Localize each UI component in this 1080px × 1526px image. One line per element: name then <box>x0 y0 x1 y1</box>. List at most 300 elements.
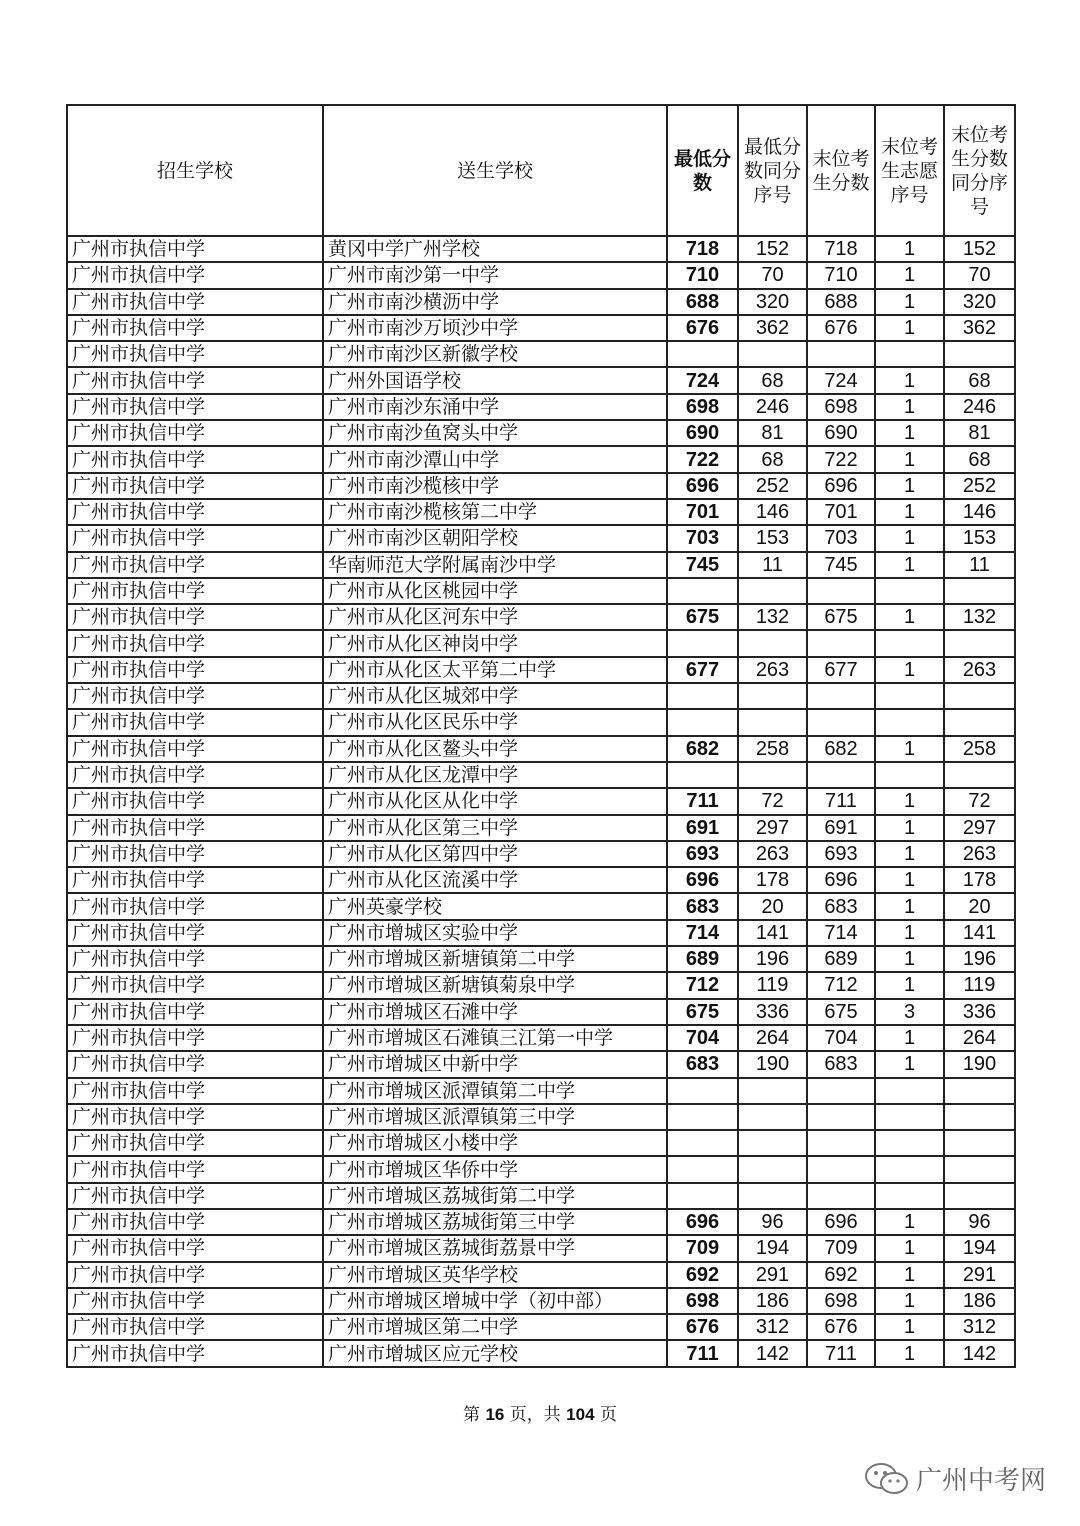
cell-last-student-choice-rank: 1 <box>875 525 944 551</box>
cell-sending-school: 广州市增城区中新中学 <box>323 1051 667 1077</box>
cell-last-student-score: 711 <box>807 788 875 814</box>
cell-sending-school: 广州市增城区新塘镇第二中学 <box>323 946 667 972</box>
cell-last-student-score: 689 <box>807 946 875 972</box>
table-row <box>67 394 1015 420</box>
cell-min-score-tie-rank: 70 <box>738 262 807 288</box>
cell-min-score: 689 <box>667 946 738 972</box>
table-row <box>67 1235 1015 1261</box>
cell-min-score: 701 <box>667 499 738 525</box>
cell-min-score-tie-rank: 119 <box>738 972 807 998</box>
footer-suffix: 页 <box>594 1405 617 1425</box>
table-row <box>67 893 1015 919</box>
cell-last-student-tie-rank: 258 <box>944 736 1015 762</box>
cell-admitting-school: 广州市执信中学 <box>67 499 323 525</box>
cell-last-student-choice-rank <box>875 762 944 788</box>
cell-last-student-score: 676 <box>807 315 875 341</box>
cell-min-score: 724 <box>667 367 738 393</box>
cell-admitting-school: 广州市执信中学 <box>67 1183 323 1209</box>
cell-last-student-tie-rank: 312 <box>944 1314 1015 1340</box>
cell-last-student-score: 724 <box>807 367 875 393</box>
cell-last-student-score <box>807 578 875 604</box>
cell-sending-school: 广州市从化区城郊中学 <box>323 683 667 709</box>
cell-min-score-tie-rank: 312 <box>738 1314 807 1340</box>
cell-last-student-tie-rank: 362 <box>944 315 1015 341</box>
table-row <box>67 262 1015 288</box>
table-row <box>67 1340 1015 1366</box>
wechat-icon <box>864 1462 910 1496</box>
table-row <box>67 657 1015 683</box>
cell-admitting-school: 广州市执信中学 <box>67 972 323 998</box>
cell-min-score-tie-rank: 81 <box>738 420 807 446</box>
cell-sending-school: 广州市从化区民乐中学 <box>323 709 667 735</box>
cell-last-student-score: 714 <box>807 920 875 946</box>
cell-last-student-score: 677 <box>807 657 875 683</box>
cell-admitting-school: 广州市执信中学 <box>67 788 323 814</box>
cell-last-student-tie-rank: 252 <box>944 473 1015 499</box>
cell-admitting-school: 广州市执信中学 <box>67 473 323 499</box>
table-row <box>67 1183 1015 1209</box>
cell-sending-school: 广州市从化区神岗中学 <box>323 630 667 656</box>
cell-last-student-choice-rank: 1 <box>875 473 944 499</box>
cell-min-score-tie-rank: 291 <box>738 1262 807 1288</box>
cell-last-student-choice-rank <box>875 341 944 367</box>
cell-last-student-choice-rank: 1 <box>875 1314 944 1340</box>
total-pages: 104 <box>566 1405 595 1424</box>
cell-min-score-tie-rank <box>738 630 807 656</box>
cell-sending-school: 广州市从化区第四中学 <box>323 841 667 867</box>
cell-last-student-choice-rank <box>875 1183 944 1209</box>
cell-last-student-score: 696 <box>807 473 875 499</box>
cell-last-student-score: 703 <box>807 525 875 551</box>
cell-min-score-tie-rank: 263 <box>738 841 807 867</box>
cell-last-student-score: 710 <box>807 262 875 288</box>
cell-last-student-tie-rank: 190 <box>944 1051 1015 1077</box>
cell-admitting-school: 广州市执信中学 <box>67 1078 323 1104</box>
cell-admitting-school: 广州市执信中学 <box>67 709 323 735</box>
cell-min-score: 722 <box>667 446 738 472</box>
cell-last-student-tie-rank: 186 <box>944 1288 1015 1314</box>
cell-last-student-tie-rank: 263 <box>944 657 1015 683</box>
cell-last-student-choice-rank <box>875 1104 944 1130</box>
cell-admitting-school: 广州市执信中学 <box>67 1130 323 1156</box>
cell-last-student-tie-rank: 246 <box>944 394 1015 420</box>
cell-last-student-tie-rank: 96 <box>944 1209 1015 1235</box>
cell-last-student-score: 675 <box>807 999 875 1025</box>
cell-min-score-tie-rank <box>738 1104 807 1130</box>
cell-last-student-choice-rank <box>875 1130 944 1156</box>
cell-min-score: 698 <box>667 394 738 420</box>
cell-min-score <box>667 1156 738 1182</box>
cell-min-score: 714 <box>667 920 738 946</box>
cell-min-score-tie-rank <box>738 1156 807 1182</box>
cell-min-score-tie-rank: 153 <box>738 525 807 551</box>
cell-last-student-tie-rank: 194 <box>944 1235 1015 1261</box>
cell-admitting-school: 广州市执信中学 <box>67 1156 323 1182</box>
cell-sending-school: 广州市从化区龙潭中学 <box>323 762 667 788</box>
cell-sending-school: 华南师范大学附属南沙中学 <box>323 552 667 578</box>
cell-min-score-tie-rank <box>738 578 807 604</box>
cell-min-score: 683 <box>667 1051 738 1077</box>
table-row <box>67 315 1015 341</box>
cell-last-student-score: 683 <box>807 893 875 919</box>
cell-min-score: 690 <box>667 420 738 446</box>
cell-last-student-tie-rank <box>944 709 1015 735</box>
watermark <box>864 1460 1046 1497</box>
cell-last-student-choice-rank <box>875 578 944 604</box>
cell-last-student-choice-rank: 1 <box>875 1262 944 1288</box>
cell-last-student-score: 704 <box>807 1025 875 1051</box>
table-row <box>67 552 1015 578</box>
cell-last-student-choice-rank: 1 <box>875 1051 944 1077</box>
cell-last-student-score: 709 <box>807 1235 875 1261</box>
cell-min-score-tie-rank: 190 <box>738 1051 807 1077</box>
table-row <box>67 1288 1015 1314</box>
cell-admitting-school: 广州市执信中学 <box>67 1104 323 1130</box>
cell-admitting-school: 广州市执信中学 <box>67 367 323 393</box>
cell-min-score <box>667 1104 738 1130</box>
footer-prefix: 第 <box>463 1405 486 1425</box>
cell-sending-school: 广州市增城区英华学校 <box>323 1262 667 1288</box>
cell-admitting-school: 广州市执信中学 <box>67 1314 323 1340</box>
cell-last-student-choice-rank: 3 <box>875 999 944 1025</box>
cell-sending-school: 广州市增城区派潭镇第三中学 <box>323 1104 667 1130</box>
cell-sending-school: 广州市增城区荔城街第三中学 <box>323 1209 667 1235</box>
cell-min-score <box>667 1078 738 1104</box>
cell-last-student-score <box>807 1130 875 1156</box>
table-row <box>67 1130 1015 1156</box>
cell-last-student-score: 712 <box>807 972 875 998</box>
cell-sending-school: 广州市增城区荔城街荔景中学 <box>323 1235 667 1261</box>
cell-min-score: 675 <box>667 604 738 630</box>
cell-last-student-score: 745 <box>807 552 875 578</box>
cell-last-student-score: 693 <box>807 841 875 867</box>
cell-last-student-score: 691 <box>807 815 875 841</box>
cell-min-score <box>667 1130 738 1156</box>
table-row <box>67 499 1015 525</box>
cell-last-student-tie-rank <box>944 1183 1015 1209</box>
table-row <box>67 788 1015 814</box>
cell-min-score: 683 <box>667 893 738 919</box>
cell-last-student-tie-rank: 142 <box>944 1340 1015 1366</box>
cell-last-student-choice-rank: 1 <box>875 1340 944 1366</box>
cell-last-student-choice-rank: 1 <box>875 262 944 288</box>
cell-last-student-score: 688 <box>807 289 875 315</box>
table-row <box>67 630 1015 656</box>
cell-sending-school: 广州市增城区实验中学 <box>323 920 667 946</box>
cell-min-score-tie-rank: 72 <box>738 788 807 814</box>
table-row <box>67 1209 1015 1235</box>
cell-last-student-score: 683 <box>807 1051 875 1077</box>
cell-sending-school: 广州市从化区河东中学 <box>323 604 667 630</box>
cell-min-score-tie-rank: 336 <box>738 999 807 1025</box>
table-row <box>67 841 1015 867</box>
header-min-score-tie-rank: 最低分数同分序号 <box>738 105 807 236</box>
watermark-text: 广州中考网 <box>915 1466 1046 1496</box>
cell-sending-school: 广州市增城区派潭镇第二中学 <box>323 1078 667 1104</box>
cell-min-score-tie-rank: 297 <box>738 815 807 841</box>
cell-admitting-school: 广州市执信中学 <box>67 604 323 630</box>
cell-last-student-score: 690 <box>807 420 875 446</box>
cell-min-score: 703 <box>667 525 738 551</box>
cell-last-student-score <box>807 1078 875 1104</box>
table-row <box>67 683 1015 709</box>
table-row <box>67 1025 1015 1051</box>
cell-min-score-tie-rank: 362 <box>738 315 807 341</box>
cell-admitting-school: 广州市执信中学 <box>67 1288 323 1314</box>
cell-admitting-school: 广州市执信中学 <box>67 1235 323 1261</box>
cell-last-student-tie-rank: 336 <box>944 999 1015 1025</box>
cell-last-student-tie-rank <box>944 578 1015 604</box>
cell-admitting-school: 广州市执信中学 <box>67 236 323 262</box>
cell-sending-school: 广州市从化区流溪中学 <box>323 867 667 893</box>
cell-last-student-score <box>807 1183 875 1209</box>
cell-admitting-school: 广州市执信中学 <box>67 552 323 578</box>
cell-sending-school: 广州市增城区新塘镇菊泉中学 <box>323 972 667 998</box>
cell-min-score: 709 <box>667 1235 738 1261</box>
cell-last-student-choice-rank: 1 <box>875 1025 944 1051</box>
table-row <box>67 341 1015 367</box>
cell-sending-school: 广州市南沙榄核第二中学 <box>323 499 667 525</box>
cell-min-score: 677 <box>667 657 738 683</box>
cell-admitting-school: 广州市执信中学 <box>67 1262 323 1288</box>
cell-min-score-tie-rank <box>738 1130 807 1156</box>
table-row <box>67 920 1015 946</box>
table-row <box>67 972 1015 998</box>
header-row <box>67 105 1015 236</box>
header-last-student-choice-rank: 末位考生志愿序号 <box>875 105 944 236</box>
cell-last-student-score <box>807 1156 875 1182</box>
cell-last-student-choice-rank: 1 <box>875 446 944 472</box>
cell-min-score: 682 <box>667 736 738 762</box>
cell-last-student-score <box>807 1104 875 1130</box>
cell-min-score <box>667 341 738 367</box>
cell-last-student-choice-rank: 1 <box>875 972 944 998</box>
cell-last-student-score <box>807 762 875 788</box>
cell-min-score: 712 <box>667 972 738 998</box>
cell-sending-school: 广州市增城区石滩中学 <box>323 999 667 1025</box>
table-row <box>67 1314 1015 1340</box>
cell-sending-school: 广州市南沙横沥中学 <box>323 289 667 315</box>
table-row <box>67 1104 1015 1130</box>
cell-last-student-choice-rank: 1 <box>875 1235 944 1261</box>
table-row <box>67 762 1015 788</box>
table-row <box>67 420 1015 446</box>
cell-last-student-tie-rank: 291 <box>944 1262 1015 1288</box>
cell-min-score-tie-rank: 68 <box>738 367 807 393</box>
cell-admitting-school: 广州市执信中学 <box>67 893 323 919</box>
cell-admitting-school: 广州市执信中学 <box>67 578 323 604</box>
cell-last-student-choice-rank: 1 <box>875 552 944 578</box>
cell-min-score-tie-rank: 132 <box>738 604 807 630</box>
cell-last-student-choice-rank: 1 <box>875 657 944 683</box>
cell-sending-school: 广州市增城区石滩镇三江第一中学 <box>323 1025 667 1051</box>
cell-min-score <box>667 762 738 788</box>
cell-min-score: 718 <box>667 236 738 262</box>
cell-min-score-tie-rank <box>738 683 807 709</box>
cell-admitting-school: 广州市执信中学 <box>67 999 323 1025</box>
cell-min-score-tie-rank: 152 <box>738 236 807 262</box>
cell-last-student-tie-rank: 263 <box>944 841 1015 867</box>
cell-sending-school: 广州市南沙区朝阳学校 <box>323 525 667 551</box>
cell-min-score-tie-rank: 178 <box>738 867 807 893</box>
table-row <box>67 736 1015 762</box>
cell-admitting-school: 广州市执信中学 <box>67 315 323 341</box>
cell-min-score-tie-rank: 142 <box>738 1340 807 1366</box>
cell-admitting-school: 广州市执信中学 <box>67 683 323 709</box>
cell-admitting-school: 广州市执信中学 <box>67 867 323 893</box>
page-footer <box>0 1400 1080 1425</box>
table-row <box>67 999 1015 1025</box>
cell-last-student-score: 676 <box>807 1314 875 1340</box>
cell-last-student-score <box>807 683 875 709</box>
cell-min-score: 711 <box>667 1340 738 1366</box>
cell-sending-school: 广州市从化区从化中学 <box>323 788 667 814</box>
cell-last-student-tie-rank <box>944 341 1015 367</box>
cell-last-student-choice-rank: 1 <box>875 946 944 972</box>
cell-sending-school: 广州市南沙第一中学 <box>323 262 667 288</box>
cell-last-student-tie-rank: 119 <box>944 972 1015 998</box>
cell-last-student-tie-rank <box>944 630 1015 656</box>
cell-last-student-choice-rank: 1 <box>875 499 944 525</box>
cell-last-student-score: 711 <box>807 1340 875 1366</box>
cell-last-student-score: 682 <box>807 736 875 762</box>
cell-sending-school: 广州市从化区太平第二中学 <box>323 657 667 683</box>
cell-sending-school: 广州市增城区小楼中学 <box>323 1130 667 1156</box>
cell-sending-school: 广州市增城区应元学校 <box>323 1340 667 1366</box>
cell-admitting-school: 广州市执信中学 <box>67 841 323 867</box>
cell-min-score: 696 <box>667 473 738 499</box>
cell-last-student-choice-rank <box>875 1078 944 1104</box>
cell-sending-school: 广州市南沙鱼窝头中学 <box>323 420 667 446</box>
cell-sending-school: 广州市从化区桃园中学 <box>323 578 667 604</box>
cell-last-student-choice-rank: 1 <box>875 315 944 341</box>
cell-admitting-school: 广州市执信中学 <box>67 657 323 683</box>
cell-min-score-tie-rank: 252 <box>738 473 807 499</box>
cell-last-student-tie-rank: 68 <box>944 446 1015 472</box>
cell-admitting-school: 广州市执信中学 <box>67 1025 323 1051</box>
table-row <box>67 289 1015 315</box>
cell-last-student-choice-rank: 1 <box>875 815 944 841</box>
cell-admitting-school: 广州市执信中学 <box>67 630 323 656</box>
cell-last-student-score: 696 <box>807 1209 875 1235</box>
cell-min-score-tie-rank: 264 <box>738 1025 807 1051</box>
cell-min-score: 676 <box>667 315 738 341</box>
cell-admitting-school: 广州市执信中学 <box>67 762 323 788</box>
cell-last-student-tie-rank: 152 <box>944 236 1015 262</box>
cell-min-score-tie-rank: 96 <box>738 1209 807 1235</box>
table-row <box>67 1051 1015 1077</box>
cell-last-student-score <box>807 709 875 735</box>
admission-score-table <box>66 104 1016 1368</box>
cell-last-student-score: 696 <box>807 867 875 893</box>
cell-last-student-choice-rank: 1 <box>875 1288 944 1314</box>
cell-min-score <box>667 1183 738 1209</box>
cell-last-student-tie-rank <box>944 1130 1015 1156</box>
cell-min-score: 691 <box>667 815 738 841</box>
cell-sending-school: 广州市增城区荔城街第二中学 <box>323 1183 667 1209</box>
cell-last-student-choice-rank <box>875 630 944 656</box>
cell-min-score: 698 <box>667 1288 738 1314</box>
cell-sending-school: 广州市南沙潭山中学 <box>323 446 667 472</box>
cell-last-student-tie-rank <box>944 1078 1015 1104</box>
page-number: 16 <box>485 1405 505 1424</box>
cell-min-score-tie-rank: 141 <box>738 920 807 946</box>
cell-min-score-tie-rank: 196 <box>738 946 807 972</box>
cell-last-student-tie-rank: 178 <box>944 867 1015 893</box>
cell-admitting-school: 广州市执信中学 <box>67 446 323 472</box>
cell-admitting-school: 广州市执信中学 <box>67 920 323 946</box>
cell-sending-school: 广州市增城区第二中学 <box>323 1314 667 1340</box>
cell-last-student-tie-rank: 141 <box>944 920 1015 946</box>
cell-min-score <box>667 709 738 735</box>
cell-sending-school: 广州市从化区第三中学 <box>323 815 667 841</box>
cell-last-student-tie-rank: 11 <box>944 552 1015 578</box>
table-row <box>67 367 1015 393</box>
cell-last-student-score: 722 <box>807 446 875 472</box>
cell-last-student-choice-rank: 1 <box>875 420 944 446</box>
cell-min-score-tie-rank: 186 <box>738 1288 807 1314</box>
cell-last-student-score: 698 <box>807 394 875 420</box>
cell-last-student-choice-rank: 1 <box>875 604 944 630</box>
cell-min-score <box>667 630 738 656</box>
cell-min-score-tie-rank: 194 <box>738 1235 807 1261</box>
cell-min-score: 710 <box>667 262 738 288</box>
cell-admitting-school: 广州市执信中学 <box>67 525 323 551</box>
header-min-score: 最低分数 <box>667 105 738 236</box>
cell-last-student-tie-rank: 264 <box>944 1025 1015 1051</box>
table-row <box>67 525 1015 551</box>
cell-admitting-school: 广州市执信中学 <box>67 289 323 315</box>
cell-min-score: 676 <box>667 1314 738 1340</box>
cell-last-student-tie-rank: 132 <box>944 604 1015 630</box>
cell-last-student-score <box>807 630 875 656</box>
cell-last-student-choice-rank: 1 <box>875 367 944 393</box>
table-row <box>67 709 1015 735</box>
cell-min-score: 675 <box>667 999 738 1025</box>
cell-last-student-tie-rank <box>944 683 1015 709</box>
cell-last-student-score <box>807 341 875 367</box>
cell-min-score-tie-rank <box>738 709 807 735</box>
cell-admitting-school: 广州市执信中学 <box>67 394 323 420</box>
cell-last-student-tie-rank: 70 <box>944 262 1015 288</box>
cell-sending-school: 广州市增城区增城中学（初中部） <box>323 1288 667 1314</box>
cell-last-student-tie-rank <box>944 1156 1015 1182</box>
cell-last-student-choice-rank <box>875 709 944 735</box>
cell-last-student-choice-rank: 1 <box>875 394 944 420</box>
table-row <box>67 946 1015 972</box>
cell-sending-school: 广州市从化区鳌头中学 <box>323 736 667 762</box>
cell-min-score-tie-rank <box>738 341 807 367</box>
table-row <box>67 815 1015 841</box>
cell-last-student-score: 718 <box>807 236 875 262</box>
cell-sending-school: 广州市增城区华侨中学 <box>323 1156 667 1182</box>
cell-min-score: 688 <box>667 289 738 315</box>
cell-sending-school: 广州市南沙东涌中学 <box>323 394 667 420</box>
cell-last-student-tie-rank <box>944 762 1015 788</box>
cell-min-score <box>667 683 738 709</box>
cell-sending-school: 广州英豪学校 <box>323 893 667 919</box>
header-last-student-score: 末位考生分数 <box>807 105 875 236</box>
cell-last-student-tie-rank: 72 <box>944 788 1015 814</box>
cell-min-score: 745 <box>667 552 738 578</box>
table-row <box>67 578 1015 604</box>
cell-last-student-tie-rank: 68 <box>944 367 1015 393</box>
cell-last-student-choice-rank: 1 <box>875 788 944 814</box>
cell-admitting-school: 广州市执信中学 <box>67 1051 323 1077</box>
cell-min-score-tie-rank <box>738 762 807 788</box>
table-row <box>67 604 1015 630</box>
table-row <box>67 867 1015 893</box>
